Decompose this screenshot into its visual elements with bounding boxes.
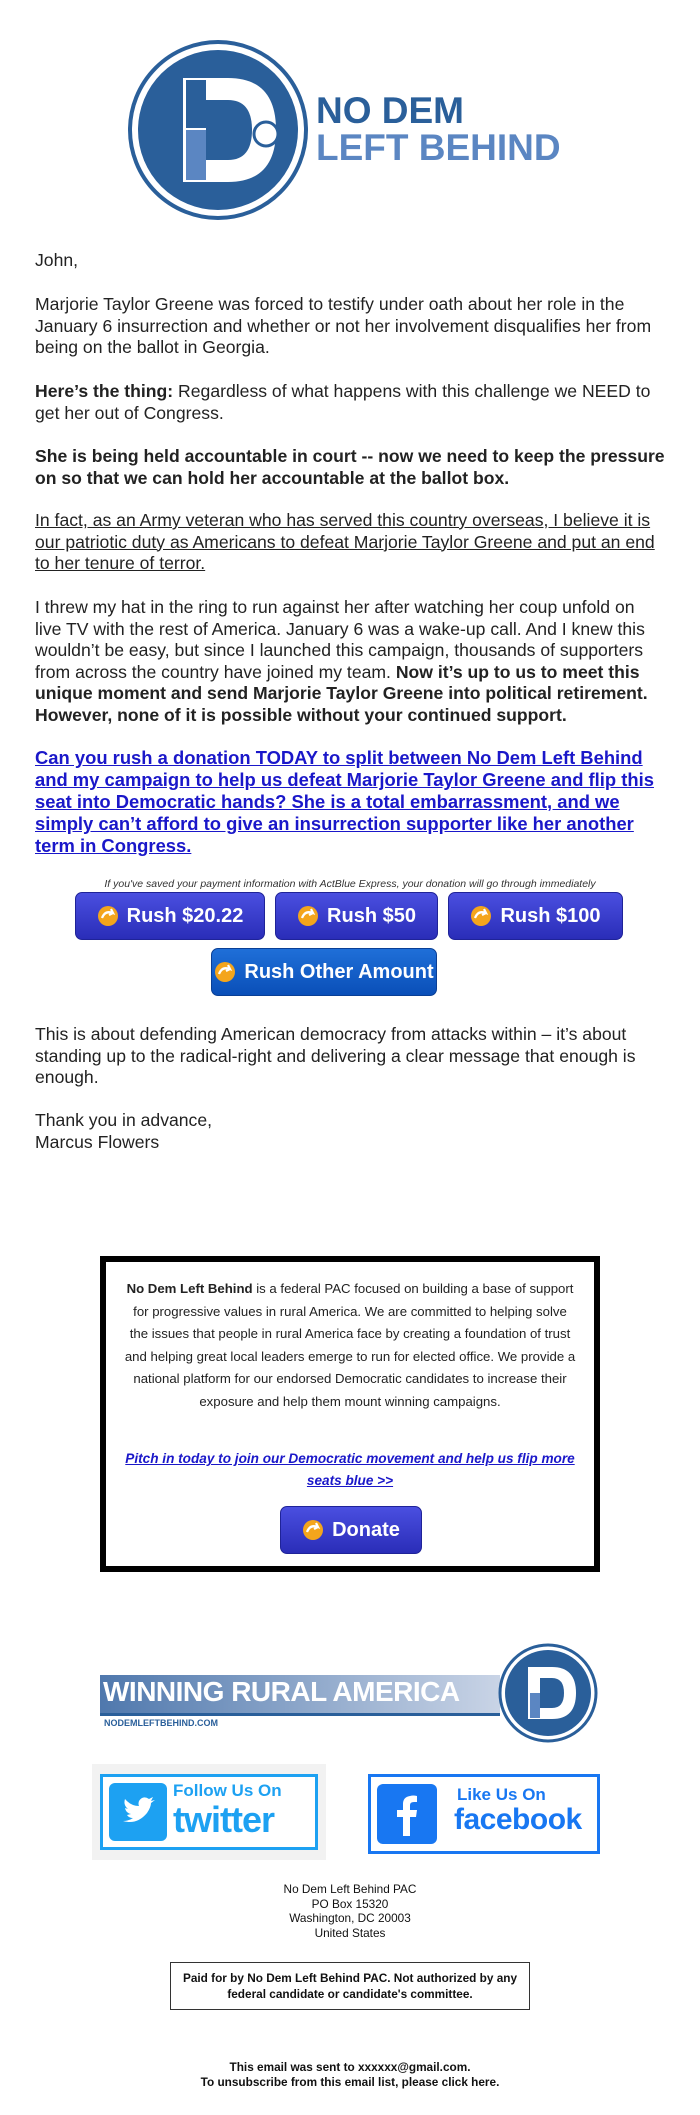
twitter-follow-button[interactable] [92, 1764, 326, 1860]
facebook-like-button[interactable] [368, 1764, 602, 1860]
pac-description [124, 1278, 576, 1413]
donate-button[interactable] [280, 1506, 422, 1554]
email-footer [0, 2060, 700, 2089]
paragraph-3: She is being held accountable in court -- now we need to keep the pressure on so that we can hold her accountable at the ballot box. [35, 446, 665, 488]
thanks-line: Thank you in advance, [35, 1110, 213, 1130]
twitter-line1: Follow Us On [173, 1781, 282, 1800]
logo-line1: NO DEM [316, 90, 464, 131]
rush-other-amount-button[interactable] [211, 948, 437, 996]
rush-20-button[interactable] [75, 892, 265, 940]
rush-50-button[interactable] [275, 892, 438, 940]
paragraph-5-plain: I threw my hat in the ring to run against her after watching her coup unfold on live TV with the rest of America. January 6 was a wake-up call. And I knew this wouldn’t be easy, but since I launched this campaign, thousands of supporters from across the country have joined my team. [35, 597, 645, 682]
rush-100-button[interactable] [448, 892, 623, 940]
actblue-express-note: If you've saved your payment information with ActBlue Express, your donation will go through immediately [104, 878, 596, 890]
rush-other-label: Rush Other Amount [244, 960, 434, 983]
paragraph-1: Marjorie Taylor Greene was forced to testify under oath about her role in the January 6 insurrection and whether or not her involvement disqualifies her from being on the ballot in Georgia. [35, 294, 652, 357]
rush-50-label: Rush $50 [327, 904, 416, 927]
paragraph-5-bold: Now it’s up to us to meet this unique moment and send Marjorie Taylor Greene into political retirement. However, none of it is possible without your continued support. [35, 661, 648, 725]
pac-description-text: is a federal PAC focused on building a base of support for progressive values in rural America. We are committed to helping solve the issues that people in rural America face by creating a foundation of trust and helping great local leaders emerge to run for elected office. We provide a national platform for our endorsed Democratic candidates to increase their exposure and help them mount winning campaigns. [124, 1281, 576, 1409]
pac-pitch-link[interactable]: Pitch in today to join our Democratic movement and help us flip more seats blue >> [125, 1451, 575, 1488]
twitter-badge [100, 1774, 318, 1850]
paid-for-disclaimer: Paid for by No Dem Left Behind PAC. Not authorized by any federal candidate or candidate's committee. [170, 1962, 530, 2010]
paragraph-4: In fact, as an Army veteran who has served this country overseas, I believe it is our patriotic duty as Americans to defeat Marjorie Taylor Greene and put an end to her tenure of terror. [35, 510, 655, 573]
pac-info-box [100, 1256, 600, 1572]
donate-label: Donate [332, 1518, 400, 1541]
actblue-arrow-icon [214, 961, 236, 983]
actblue-arrow-icon [302, 1519, 324, 1541]
banner-url: NODEMLEFTBEHIND.COM [104, 1718, 218, 1728]
pac-name: No Dem Left Behind [126, 1281, 253, 1296]
paragraph-6: This is about defending American democracy from attacks within – it’s about standing up to the radical-right and delivering a clear message that enough is enough. [35, 1024, 636, 1087]
paragraph-5 [35, 597, 665, 726]
sent-to-line: This email was sent to xxxxxx@gmail.com. [229, 2060, 471, 2074]
rush-100-label: Rush $100 [500, 904, 601, 927]
unsubscribe-link[interactable]: To unsubscribe from this email list, please click here. [200, 2074, 500, 2089]
actblue-arrow-icon [97, 905, 119, 927]
actblue-arrow-icon [297, 905, 319, 927]
greeting: John, [35, 250, 79, 270]
facebook-line2: facebook [454, 1803, 582, 1836]
paragraph-2-rest: Regardless of what happens with this challenge we NEED to get her out of Congress. [35, 381, 651, 423]
address-line1: No Dem Left Behind PAC [283, 1882, 417, 1896]
facebook-badge [368, 1774, 600, 1854]
donation-ask-link[interactable]: Can you rush a donation TODAY to split between No Dem Left Behind and my campaign to help us defeat Marjorie Taylor Greene and flip this seat into Democratic hands? She is a total embarrassment, and we simply can’t afford to give an insurrection supporter like her another term in Congress. [35, 747, 654, 856]
facebook-f-icon [377, 1784, 437, 1844]
logo-wordmark [316, 92, 561, 166]
twitter-bird-icon [109, 1783, 167, 1841]
twitter-line2: twitter [173, 1799, 274, 1840]
address-line4: United States [314, 1925, 386, 1940]
actblue-arrow-icon [470, 905, 492, 927]
header-logo[interactable] [128, 36, 568, 226]
logo-circle-icon [128, 38, 308, 222]
banner-title: WINNING RURAL AMERICA [103, 1676, 460, 1707]
paragraph-2 [35, 381, 665, 424]
paragraph-2-bold: Here’s the thing: [35, 381, 174, 401]
address-line2: PO Box 15320 [311, 1896, 389, 1911]
mailing-address [0, 1882, 700, 1940]
facebook-line1: Like Us On [457, 1785, 546, 1804]
winning-rural-america-banner[interactable] [100, 1643, 600, 1743]
signature: Marcus Flowers [35, 1132, 160, 1152]
logo-line2: LEFT BEHIND [316, 127, 561, 168]
rush-20-label: Rush $20.22 [126, 904, 244, 927]
address-line3: Washington, DC 20003 [289, 1911, 411, 1925]
